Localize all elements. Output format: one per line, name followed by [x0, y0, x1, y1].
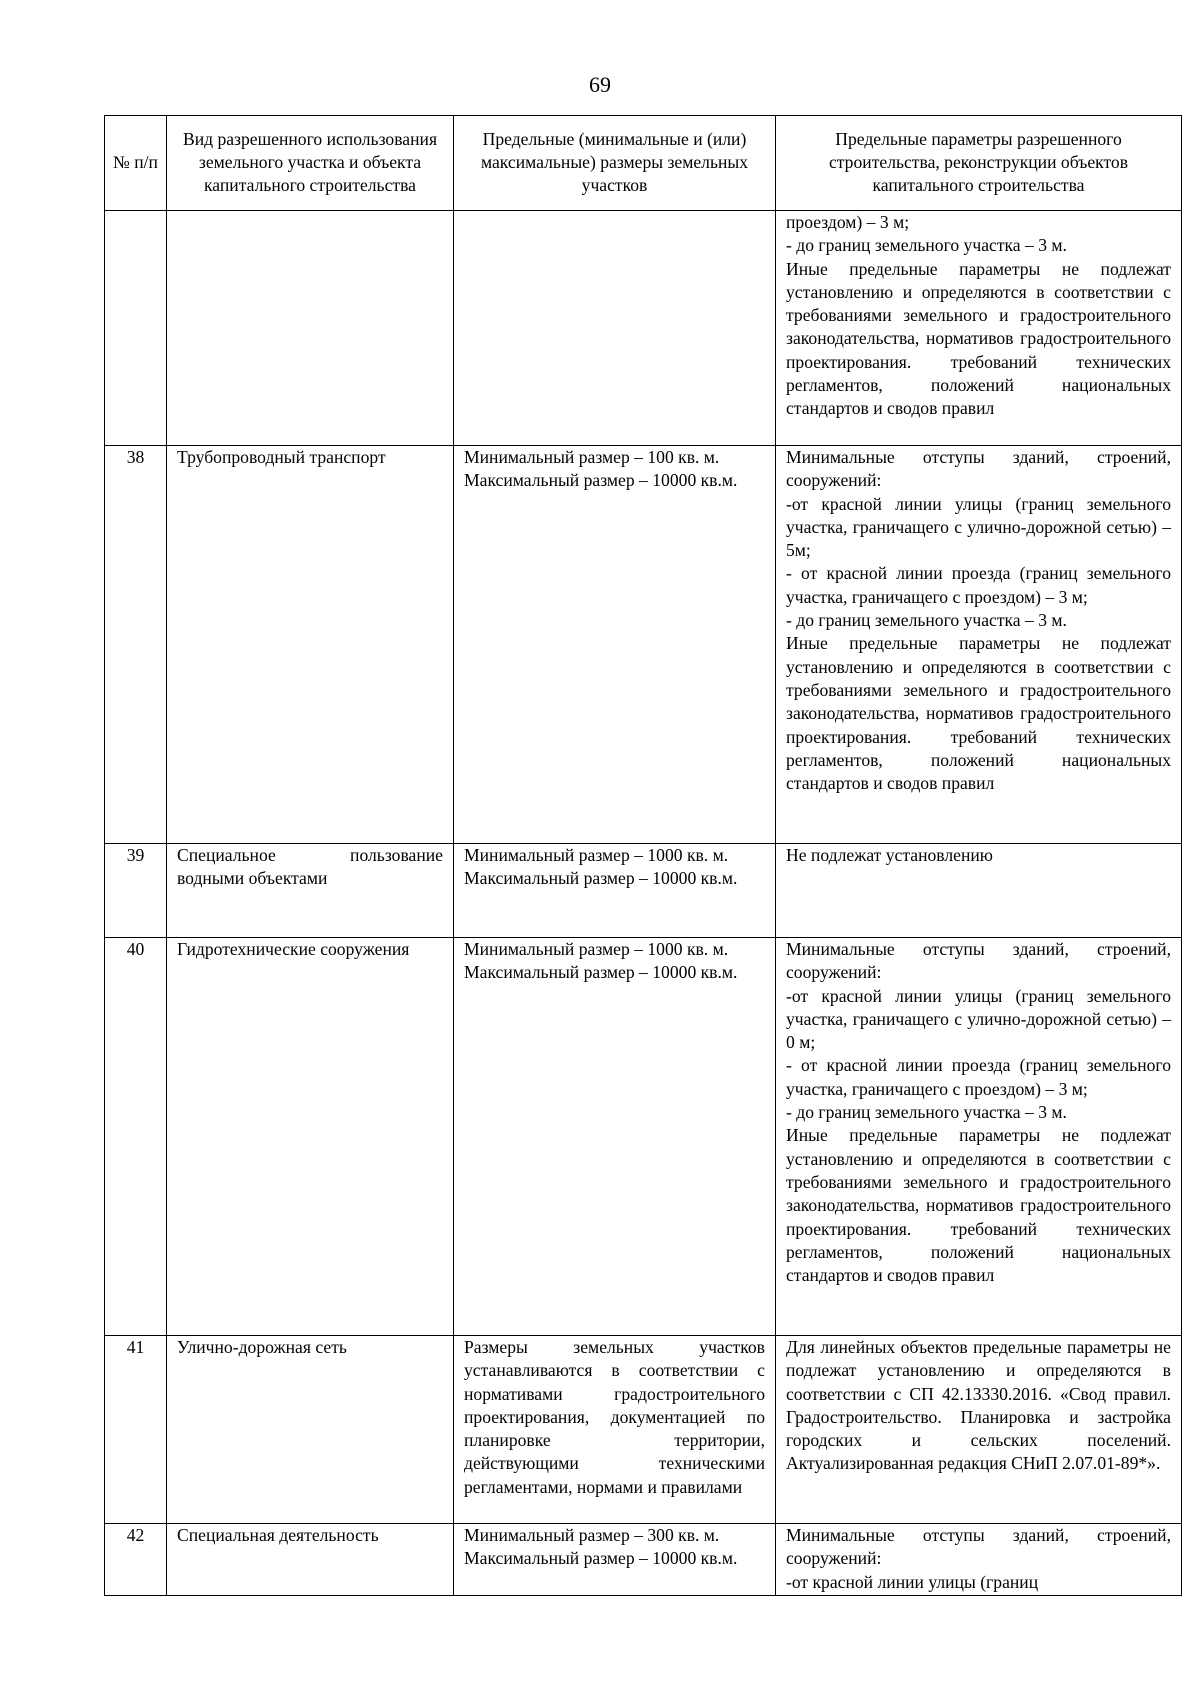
row-plot-size: Минимальный размер – 300 кв. м. Максимальный размер – 10000 кв.м.	[454, 1524, 776, 1596]
row-parameters: проездом) – 3 м; - до границ земельного участка – 3 м. Иные предельные параметры не подлежат установлению и определяются в соответствии с требованиями земельного и градостроительного законодательства, нормативов градостроительного проектирования. требований технических регламентов, положений национальных стандартов и сводов правил	[776, 211, 1182, 446]
row-parameters: Минимальные отступы зданий, строений, сооружений: -от красной линии улицы (границ земельного участка, граничащего с улично-дорожной сетью) – 5м; - от красной линии проезда (границ земельного участка, граничащего с проездом) – 3 м; - до границ земельного участка – 3 м. Иные предельные параметры не подлежат установлению и определяются в соответствии с требованиями земельного и градостроительного законодательства, нормативов градостроительного проектирования. требований технических регламентов, положений национальных стандартов и сводов правил	[776, 446, 1182, 844]
row-permitted-use	[167, 211, 454, 446]
row-parameters: Не подлежат установлению	[776, 844, 1182, 938]
row-plot-size: Минимальный размер – 1000 кв. м. Максимальный размер – 10000 кв.м.	[454, 938, 776, 1336]
row-parameters: Для линейных объектов предельные параметры не подлежат установлению и определяются в соответствии с СП 42.13330.2016. «Свод правил. Градостроительство. Планировка и застройка городских и сельских поселений. Актуализированная редакция СНиП 2.07.01-89*».	[776, 1336, 1182, 1524]
row-parameters: Минимальные отступы зданий, строений, сооружений: -от красной линии улицы (границ земельного участка, граничащего с улично-дорожной сетью) – 0 м; - от красной линии проезда (границ земельного участка, граничащего с проездом) – 3 м; - до границ земельного участка – 3 м. Иные предельные параметры не подлежат установлению и определяются в соответствии с требованиями земельного и градостроительного законодательства, нормативов градостроительного проектирования. требований технических регламентов, положений национальных стандартов и сводов правил	[776, 938, 1182, 1336]
row-number: 38	[105, 446, 167, 844]
row-permitted-use: Улично-дорожная сеть	[167, 1336, 454, 1524]
row-plot-size	[454, 211, 776, 446]
row-plot-size: Минимальный размер – 100 кв. м. Максимальный размер – 10000 кв.м.	[454, 446, 776, 844]
row-number: 42	[105, 1524, 167, 1596]
row-parameters: Минимальные отступы зданий, строений, сооружений: -от красной линии улицы (границ	[776, 1524, 1182, 1596]
table-row	[105, 446, 1182, 844]
row-permitted-use: Специальная деятельность	[167, 1524, 454, 1596]
regulations-table	[104, 115, 1182, 1596]
table-row	[105, 1524, 1182, 1596]
row-number: 41	[105, 1336, 167, 1524]
row-permitted-use: Специальное пользование водными объектами	[167, 844, 454, 938]
row-permitted-use: Гидротехнические сооружения	[167, 938, 454, 1336]
table-row	[105, 844, 1182, 938]
page-number: 69	[589, 72, 611, 97]
row-permitted-use: Трубопроводный транспорт	[167, 446, 454, 844]
table-header-row	[105, 116, 1182, 211]
header-number: № п/п	[105, 116, 167, 211]
table-row	[105, 938, 1182, 1336]
header-construction-parameters: Предельные параметры разрешенного строительства, реконструкции объектов капитального строительства	[776, 116, 1182, 211]
table-row	[105, 1336, 1182, 1524]
row-plot-size: Минимальный размер – 1000 кв. м. Максимальный размер – 10000 кв.м.	[454, 844, 776, 938]
row-plot-size: Размеры земельных участков устанавливаются в соответствии с нормативами градостроительного проектирования, документацией по планировке территории, действующими техническими регламентами, нормами и правилами	[454, 1336, 776, 1524]
header-plot-sizes: Предельные (минимальные и (или) максимальные) размеры земельных участков	[454, 116, 776, 211]
row-number	[105, 211, 167, 446]
row-number: 39	[105, 844, 167, 938]
header-permitted-use: Вид разрешенного использования земельного участка и объекта капитального строительства	[167, 116, 454, 211]
row-number: 40	[105, 938, 167, 1336]
table-row	[105, 211, 1182, 446]
